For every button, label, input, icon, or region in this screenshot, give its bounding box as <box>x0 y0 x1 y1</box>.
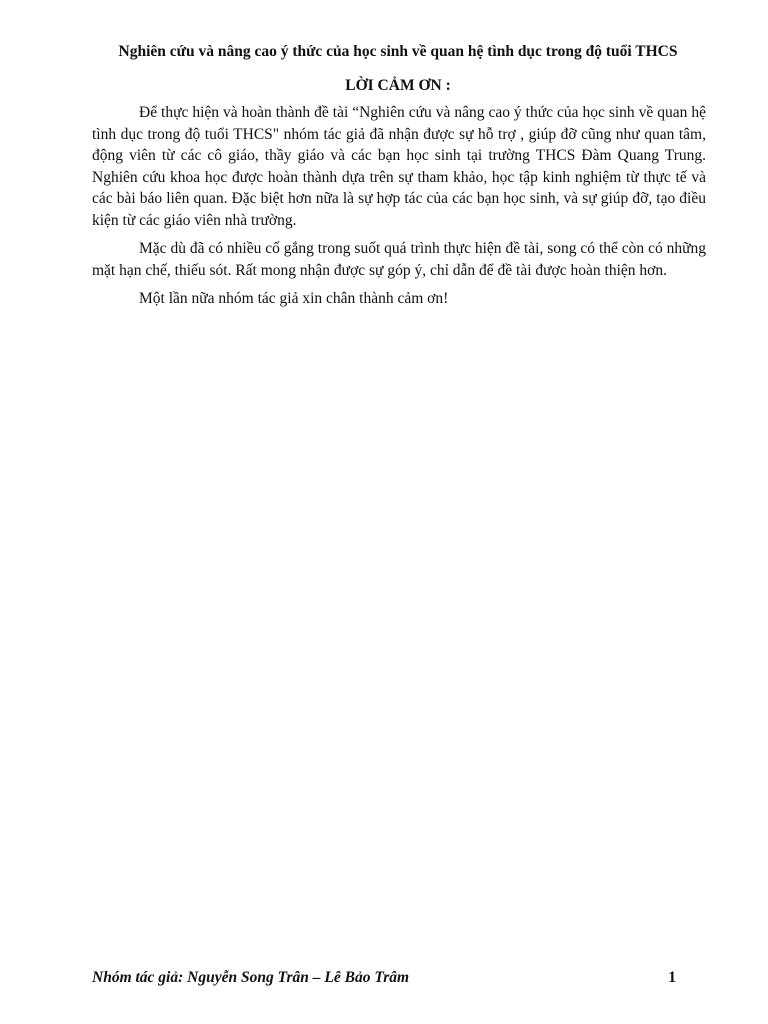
paragraph-3: Một lần nữa nhóm tác giả xin chân thành cảm ơn! <box>139 290 449 307</box>
document-title: Nghiên cứu và nâng cao ý thức của học sinh về quan hệ tình dục trong độ tuổi THCS <box>118 43 678 60</box>
footer-authors: Nhóm tác giả: Nguyễn Song Trân – Lê Bảo Trâm <box>92 969 410 986</box>
acknowledgement-heading: LỜI CẢM ƠN : <box>345 77 451 94</box>
acknowledgement-body <box>92 102 706 317</box>
paragraph-1: Để thực hiện và hoàn thành đề tài “Nghiên cứu và nâng cao ý thức của học sinh về quan hệ tình dục trong độ tuổi THCS" nhóm tác giả đã nhận được sự hỗ trợ , giúp đỡ cũng như quan tâm, động viên từ các cô giáo, thầy giáo và các bạn học sinh tại trường THCS Đàm Quang Trung. Nghiên cứu khoa học được hoàn thành dựa trên sự tham khảo, học tập kinh nghiệm từ thực tế và các bài báo liên quan. Đặc biệt hơn nữa là sự hợp tác của các bạn học sinh, và sự giúp đỡ, tạo điều kiện từ các giáo viên nhà trường. <box>92 104 706 229</box>
page-number: 1 <box>668 969 676 986</box>
paragraph-2: Mặc dù đã có nhiều cố gắng trong suốt quá trình thực hiện đề tài, song có thể còn có những mặt hạn chế, thiếu sót. Rất mong nhận được sự góp ý, chỉ dẫn để đề tài được hoàn thiện hơn. <box>92 240 706 279</box>
